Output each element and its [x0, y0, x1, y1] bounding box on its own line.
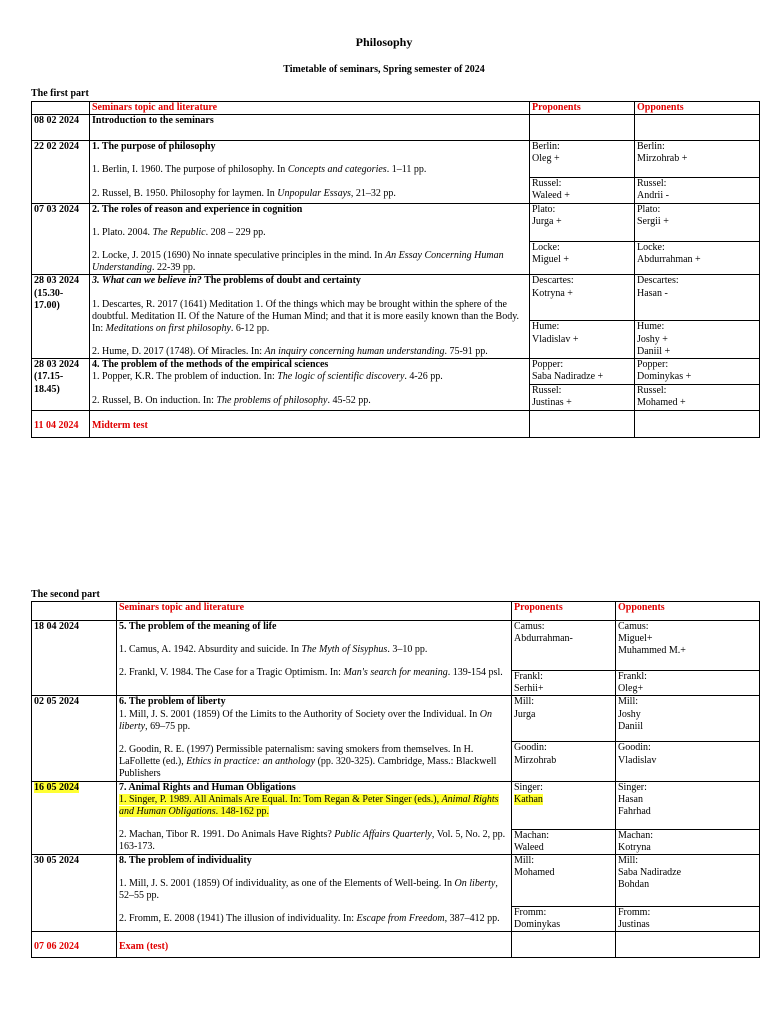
- literature-item: 2. Russel, B. 1950. Philosophy for laymen. In Unpopular Essays, 21–32 pp.: [92, 187, 396, 199]
- opponents-cell: Goodin: Vladislav: [616, 742, 760, 781]
- header-proponents: Proponents: [512, 602, 616, 621]
- part1-label: The first part: [31, 88, 89, 99]
- session-date: 28 03 2024 (17.15-18.45): [32, 359, 90, 410]
- table-row: [32, 275, 760, 321]
- session-date: 07 03 2024: [32, 203, 90, 275]
- literature-item: 1. Plato. 2004. The Republic. 208 – 229 pp.: [92, 226, 266, 238]
- session-topic: 2. The roles of reason and experience in cognition: [92, 203, 303, 215]
- proponents-cell: Berlin: Oleg +: [530, 141, 635, 178]
- proponents-cell: Russel: Waleed +: [530, 178, 635, 203]
- literature-item: 2. Fromm, E. 2008 (1941) The illusion of individuality. In: Escape from Freedom, 387–412 pp.: [119, 913, 500, 925]
- table-row: [32, 359, 760, 385]
- literature-item: 1. Camus, A. 1942. Absurdity and suicide. In The Myth of Sisyphus. 3–10 pp.: [119, 644, 428, 656]
- page-subtitle: Timetable of seminars, Spring semester of 2024: [283, 64, 485, 75]
- session-content: [90, 141, 530, 203]
- session-topic: Exam (test): [117, 932, 512, 958]
- literature-item: 1. Berlin, I. 1960. The purpose of philosophy. In Concepts and categories. 1–11 pp.: [92, 164, 427, 176]
- session-content: [90, 275, 530, 359]
- literature-item: 1. Mill, J. S. 2001 (1859) Of the Limits to the Authority of Society over the Individual. In On liberty, 69–75 pp.: [119, 708, 493, 732]
- header-proponents: Proponents: [530, 102, 635, 115]
- literature-item: 2. Russel, B. On induction. In: The problems of philosophy. 45-52 pp.: [92, 394, 371, 406]
- header-topic: Seminars topic and literature: [117, 602, 512, 621]
- opponents-cell: Plato: Sergii +: [635, 203, 760, 241]
- opponents-cell: Machan: Kotryna: [616, 829, 760, 854]
- part1-table: [31, 101, 760, 438]
- table-row: [32, 854, 760, 906]
- table-row: [32, 621, 760, 671]
- session-date: 07 06 2024: [32, 932, 117, 958]
- page-title: Philosophy: [355, 35, 413, 49]
- literature-item: 2. Goodin, R. E. (1997) Permissible paternalism: saving smokers from themselves. In H. LaFollette (ed.), Ethics in practice: an anthology (pp. 320-325). Cambridge, Mass.: Blackwell Publishers: [119, 743, 497, 780]
- session-date: 08 02 2024: [32, 115, 90, 141]
- opponents-cell: Fromm: Justinas: [616, 906, 760, 931]
- literature-item: 1. Descartes, R. 2017 (1641) Meditation 1. Of the things which may be brought within the sphere of the doubtful. Meditation II. Of the Nature of the Human Mind; and that it is more easily known than the Body. In: Meditations on first philosophy. 6-12 pp.: [92, 298, 520, 334]
- opponents-cell: Russel: Andrii -: [635, 178, 760, 203]
- session-content: [90, 359, 530, 410]
- proponents-cell: Descartes: Kotryna +: [530, 275, 635, 321]
- opponents-cell: Hume: Joshy + Daniil +: [635, 321, 760, 359]
- proponents-cell: Singer: Kathan: [512, 781, 616, 829]
- table-header-row: [32, 102, 760, 115]
- table-header-row: [32, 602, 760, 621]
- proponents-cell: Plato: Jurga +: [530, 203, 635, 241]
- proponents-cell: Popper: Saba Nadiradze +: [530, 359, 635, 385]
- proponents-cell: Fromm: Dominykas: [512, 906, 616, 931]
- proponents-cell: Frankl: Serhii+: [512, 671, 616, 696]
- literature-item: 1. Singer, P. 1989. All Animals Are Equal. In: Tom Regan & Peter Singer (eds.), Animal Rights and Human Obligations. 148-162 pp.: [119, 793, 499, 817]
- session-date: 02 05 2024: [32, 696, 117, 781]
- session-content: [117, 621, 512, 696]
- proponents-cell: Camus: Abdurrahman-: [512, 621, 616, 671]
- part2-table: [31, 601, 760, 958]
- table-row: [32, 696, 760, 742]
- session-content: [90, 203, 530, 275]
- table-row: [32, 932, 760, 958]
- session-date: 16 05 2024: [32, 781, 117, 854]
- literature-item: 2. Machan, Tibor R. 1991. Do Animals Have Rights? Public Affairs Quarterly, Vol. 5, No. 2, pp. 163-173.: [119, 829, 506, 853]
- opponents-cell: Singer: Hasan Fahrhad: [616, 781, 760, 829]
- proponents-cell: Mill: Mohamed: [512, 854, 616, 906]
- literature-item: 2. Locke, J. 2015 (1690) No innate speculative principles in the mind. In An Essay Concerning Human Understanding. 22-39 pp.: [92, 249, 504, 274]
- session-topic: 1. The purpose of philosophy: [92, 141, 216, 153]
- session-topic: 4. The problem of the methods of the empirical sciences: [92, 359, 329, 371]
- session-content: [117, 781, 512, 854]
- session-topic: 8. The problem of individuality: [119, 854, 252, 866]
- opponents-cell: Locke: Abdurrahman +: [635, 241, 760, 275]
- proponents-cell: Goodin: Mirzohrab: [512, 742, 616, 781]
- session-topic: Midterm test: [90, 410, 530, 437]
- opponents-cell: Russel: Mohamed +: [635, 385, 760, 410]
- opponents-cell: Descartes: Hasan -: [635, 275, 760, 321]
- session-date: 28 03 2024 (15.30-17.00): [32, 275, 90, 359]
- table-row: [32, 203, 760, 241]
- opponents-cell: Mill: Joshy Daniil: [616, 696, 760, 742]
- table-row: [32, 141, 760, 178]
- session-date: 22 02 2024: [32, 141, 90, 203]
- session-topic: 5. The problem of the meaning of life: [119, 621, 277, 632]
- session-topic: Introduction to the seminars: [90, 115, 530, 141]
- table-row: [32, 410, 760, 437]
- header-topic: Seminars topic and literature: [90, 102, 530, 115]
- session-topic: 3. What can we believe in? The problems of doubt and certainty: [92, 275, 361, 287]
- opponents-cell: Berlin: Mirzohrab +: [635, 141, 760, 178]
- opponents-cell: Popper: Dominykas +: [635, 359, 760, 385]
- literature-item: 2. Frankl, V. 1984. The Case for a Tragic Optimism. In: Man's search for meaning. 139-154 psl.: [119, 667, 503, 679]
- proponents-cell: Machan: Waleed: [512, 829, 616, 854]
- opponents-cell: Mill: Saba Nadiradze Bohdan: [616, 854, 760, 906]
- session-content: [117, 696, 512, 781]
- table-row: [32, 115, 760, 141]
- proponents-cell: Russel: Justinas +: [530, 385, 635, 410]
- header-opponents: Opponents: [616, 602, 760, 621]
- opponents-cell: Frankl: Oleg+: [616, 671, 760, 696]
- opponents-cell: Camus: Miguel+ Muhammed M.+: [616, 621, 760, 671]
- proponents-cell: Mill: Jurga: [512, 696, 616, 742]
- header-opponents: Opponents: [635, 102, 760, 115]
- session-date: 18 04 2024: [32, 621, 117, 696]
- literature-item: 1. Popper, K.R. The problem of induction. In: The logic of scientific discovery. 4-26 pp.: [92, 371, 443, 383]
- session-topic: 7. Animal Rights and Human Obligations: [119, 781, 296, 793]
- part2-label: The second part: [31, 589, 100, 600]
- proponents-cell: Locke: Miguel +: [530, 241, 635, 275]
- session-date: 30 05 2024: [32, 854, 117, 931]
- literature-item: 2. Hume, D. 2017 (1748). Of Miracles. In: An inquiry concerning human understanding. 75-91 pp.: [92, 346, 488, 358]
- session-topic: 6. The problem of liberty: [119, 696, 226, 708]
- literature-item: 1. Mill, J. S. 2001 (1859) Of individuality, as one of the Elements of Well-being. In On liberty, 52–55 pp.: [119, 878, 498, 902]
- session-date: 11 04 2024: [32, 410, 90, 437]
- proponents-cell: Hume: Vladislav +: [530, 321, 635, 359]
- table-row: [32, 781, 760, 829]
- session-content: [117, 854, 512, 931]
